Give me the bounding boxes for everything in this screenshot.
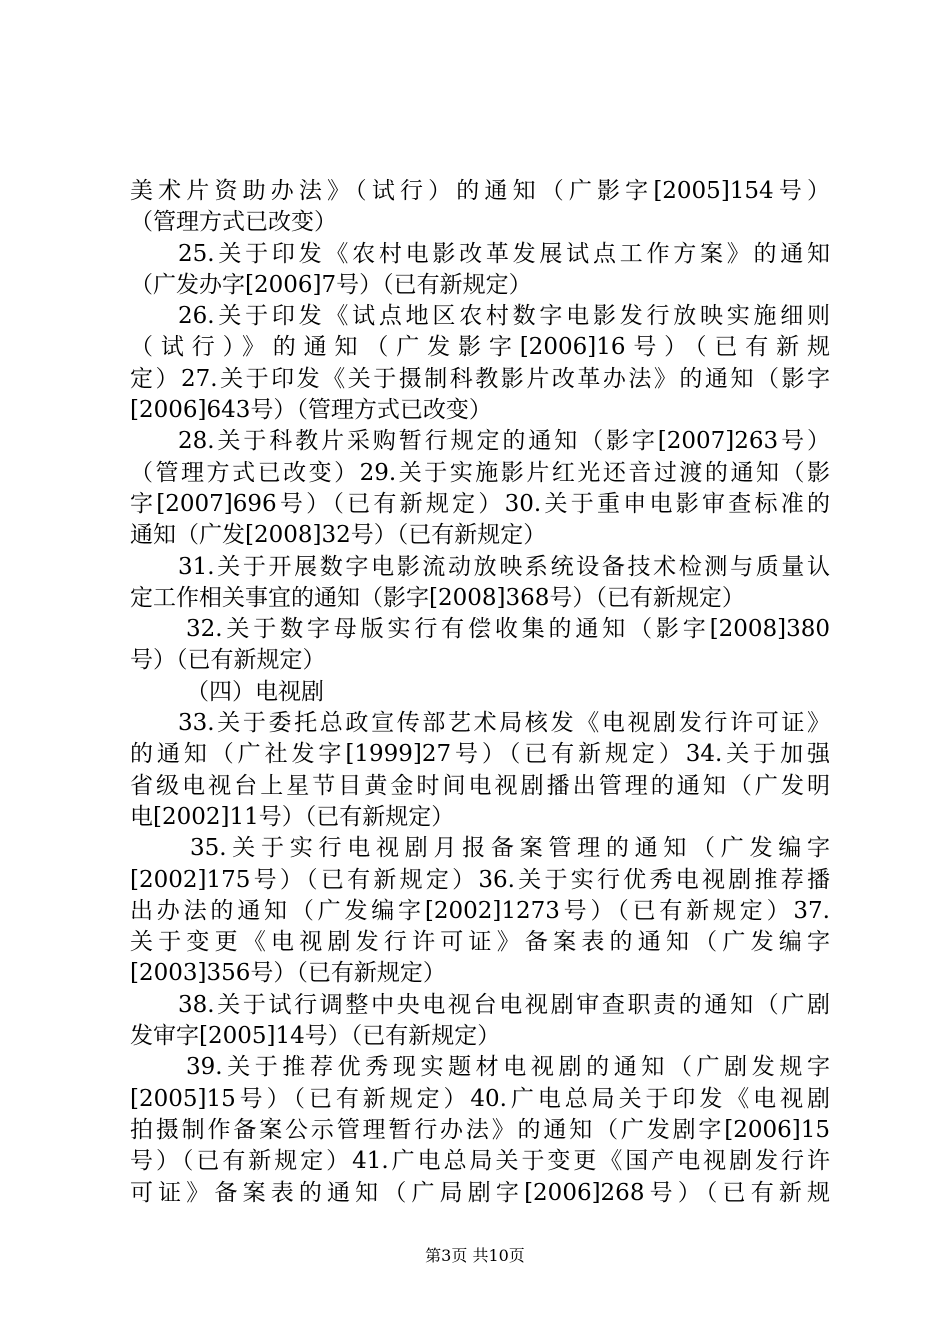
text-line: （管理方式已改变） [130,209,337,236]
text-line: 25.关于印发《农村电影改革发展试点工作方案》的通知 [178,240,830,267]
text-line: 31.关于开展数字电影流动放映系统设备技术检测与质量认 [178,553,830,580]
text-line: 省级电视台上星节目黄金时间电视剧播出管理的通知（广发明 [130,772,830,799]
text-line: 电[2002]11号）（已有新规定） [130,803,455,830]
text-line: [2006]643号）（管理方式已改变） [130,397,492,424]
text-line: 26.关于印发《试点地区农村数字电影发行放映实施细则 [178,303,830,330]
text-line: 定工作相关事宜的通知（影字[2008]368号）（已有新规定） [130,584,745,611]
text-line: 发审字[2005]14号）（已有新规定） [130,1023,501,1050]
text-line: 38.关于试行调整中央电视台电视剧审查职责的通知（广剧 [178,991,830,1018]
text-line: 美术片资助办法》（试行）的通知（广影字[2005]154号） [130,178,830,204]
text-line: 关于变更《电视剧发行许可证》备案表的通知（广发编字 [130,929,830,956]
section-heading: （四）电视剧 [186,678,324,705]
text-line: 32.关于数字母版实行有偿收集的通知（影字[2008]380 [186,616,830,643]
text-line: 35.关于实行电视剧月报备案管理的通知（广发编字 [190,835,830,862]
text-line: 33.关于委托总政宣传部艺术局核发《电视剧发行许可证》 [178,710,830,737]
text-line: 号）（已有新规定） [130,647,326,674]
text-line: （管理方式已改变）29.关于实施影片红光还音过渡的通知（影 [130,459,830,486]
text-line: [2003]356号）（已有新规定） [130,960,446,987]
text-line: 39.关于推荐优秀现实题材电视剧的通知（广剧发规字 [186,1054,830,1081]
text-line: 可证》备案表的通知（广局剧字[2006]268号）（已有新规 [130,1179,830,1206]
text-line: 定）27.关于印发《关于摄制科教影片改革办法》的通知（影字 [130,365,830,392]
text-line: 的通知（广社发字[1999]27号）（已有新规定）34.关于加强 [130,741,830,768]
text-line: （试行）》的通知（广发影字[2006]16号）（已有新规 [130,334,830,361]
text-line: （广发办字[2006]7号）（已有新规定） [130,271,532,298]
text-line: 28.关于科教片采购暂行规定的通知（影字[2007]263号） [178,428,830,455]
text-line: 号）（已有新规定）41.广电总局关于变更《国产电视剧发行许 [130,1148,830,1175]
text-line: 通知（广发[2008]32号）（已有新规定） [130,522,547,549]
text-line: [2005]15号）（已有新规定）40.广电总局关于印发《电视剧 [130,1085,830,1112]
page-footer: 第3页 共10页 [425,1246,525,1265]
text-line: 拍摄制作备案公示管理暂行办法》的通知（广发剧字[2006]15 [130,1116,830,1143]
document-body [130,176,830,1209]
text-line: 字[2007]696号）（已有新规定）30.关于重申电影审查标准的 [130,490,830,517]
text-line: [2002]175号）（已有新规定）36.关于实行优秀电视剧推荐播 [130,866,830,893]
text-line: 出办法的通知（广发编字[2002]1273号）（已有新规定）37. [130,897,830,924]
